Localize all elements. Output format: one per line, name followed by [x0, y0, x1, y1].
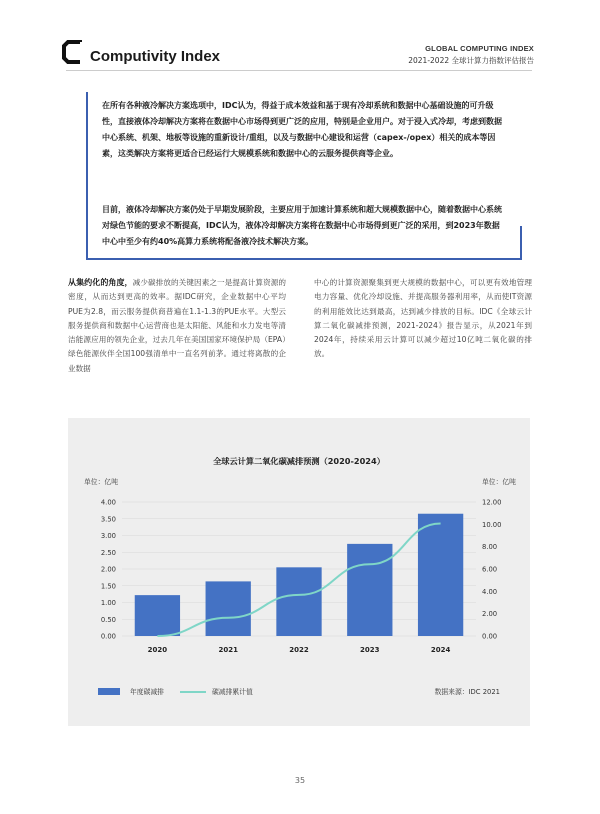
right-axis-unit: 单位：亿吨 [482, 478, 516, 486]
logo-icon [62, 40, 84, 64]
x-tick-label: 2022 [289, 646, 309, 654]
x-tick-label: 2023 [360, 646, 380, 654]
header-divider [66, 70, 532, 71]
callout-box [86, 92, 518, 260]
left-tick-label: 2.00 [100, 565, 116, 574]
right-tick-label: 12.00 [482, 498, 502, 507]
x-tick-label: 2024 [430, 646, 451, 654]
left-tick-label: 0.00 [100, 632, 116, 641]
chart-plot [68, 418, 530, 726]
body-lead: 从集约化的角度， [68, 278, 133, 287]
right-tick-label: 4.00 [482, 587, 498, 596]
right-tick-label: 2.00 [482, 610, 498, 619]
callout-border-corner [512, 226, 522, 260]
callout-border-bottom [86, 258, 520, 260]
left-tick-label: 2.50 [100, 548, 116, 557]
bar [347, 544, 392, 636]
page-header [0, 0, 600, 80]
x-tick-label: 2020 [147, 646, 168, 654]
x-tick-label: 2021 [218, 646, 238, 654]
left-tick-label: 4.00 [100, 498, 116, 507]
bar [276, 567, 321, 636]
legend-line-label: 碳减排累计值 [212, 688, 253, 696]
left-tick-label: 1.50 [100, 582, 116, 591]
bar [418, 514, 463, 636]
chart-title: 全球云计算二氧化碳减排预测（2020-2024） [213, 456, 385, 466]
bar [135, 595, 180, 636]
legend-line-swatch [180, 691, 206, 693]
left-tick-label: 3.00 [100, 532, 116, 540]
page-number: 35 [294, 776, 306, 785]
header-title-cn: 2021-2022 全球计算力指数评估报告 [408, 56, 534, 65]
callout-paragraph-1: 在所有各种液冷解决方案选项中，IDC认为，得益于成本效益和基于现有冷却系统和数据中心基础设施的可升级性，直接液体冷却解决方案将在数据中心市场得到更广泛的应用，特别是企业用户。对于浸入式冷却，考虑到数据中心系统、机架、地板等设施的重新设计/重组，以及与数据中心建设和运营（capex-/opex）相关的成本等因素，这类解决方案将更适合已经运行大规模系统和数据中心的云服务提供商等企业。 [102, 101, 502, 158]
bar [206, 581, 251, 636]
logo-text: Computivity Index [90, 48, 221, 65]
right-tick-label: 6.00 [482, 565, 498, 574]
body-left-text: 减少碳排放的关键因素之一是提高计算资源的密度，从而达到更高的效率。据IDC研究，企业数据中心平均PUE为2.8，而云服务提供商普遍在1.1-1.3的PUE水平。大型云服务提供商和数据中心运营商也是太阳能、风能和水力发电等清洁能源应用的领先企业，过去几年在美国国家环境保护局（EPA）绿色能源伙伴全国100强清单中一直名列前茅。通过将离散的企业数据 [68, 278, 287, 373]
legend-bar-label: 年度碳减排 [130, 688, 164, 696]
legend-bar-swatch [98, 688, 120, 695]
chart-panel [68, 418, 530, 726]
callout-paragraph-2: 目前，液体冷却解决方案仍处于早期发展阶段，主要应用于加速计算系统和超大规模数据中心，随着数据中心系统对绿色节能的要求不断提高，IDC认为，液体冷却解决方案将在数据中心市场得到更广泛的采用，到2023年数据中心中至少有约40%高算力系统将配备液冷技术解决方案。 [102, 205, 502, 246]
left-tick-label: 0.50 [100, 615, 116, 624]
right-tick-label: 8.00 [482, 543, 498, 552]
left-axis-unit: 单位：亿吨 [84, 478, 118, 486]
body-column-left [68, 276, 286, 376]
left-tick-label: 1.00 [100, 599, 116, 607]
header-titles [408, 44, 534, 66]
body-column-right: 中心的计算资源聚集到更大规模的数据中心，可以更有效地管理电力容量、优化冷却设施、并提高服务器利用率，从而使IT资源的利用能效比达到最高，达到减少排放的目标。IDC《全球云计算二氧化碳减排预测，2021-2024》报告显示，从2021年到2024年，持续采用云计算可以减少超过10亿吨二氧化碳的排放。 [314, 278, 532, 359]
left-tick-label: 3.50 [100, 515, 116, 524]
header-title-en: GLOBAL COMPUTING INDEX [425, 44, 534, 53]
right-tick-label: 10.00 [482, 520, 502, 529]
chart-source: 数据来源：IDC 2021 [434, 688, 500, 696]
right-tick-label: 0.00 [482, 632, 498, 641]
